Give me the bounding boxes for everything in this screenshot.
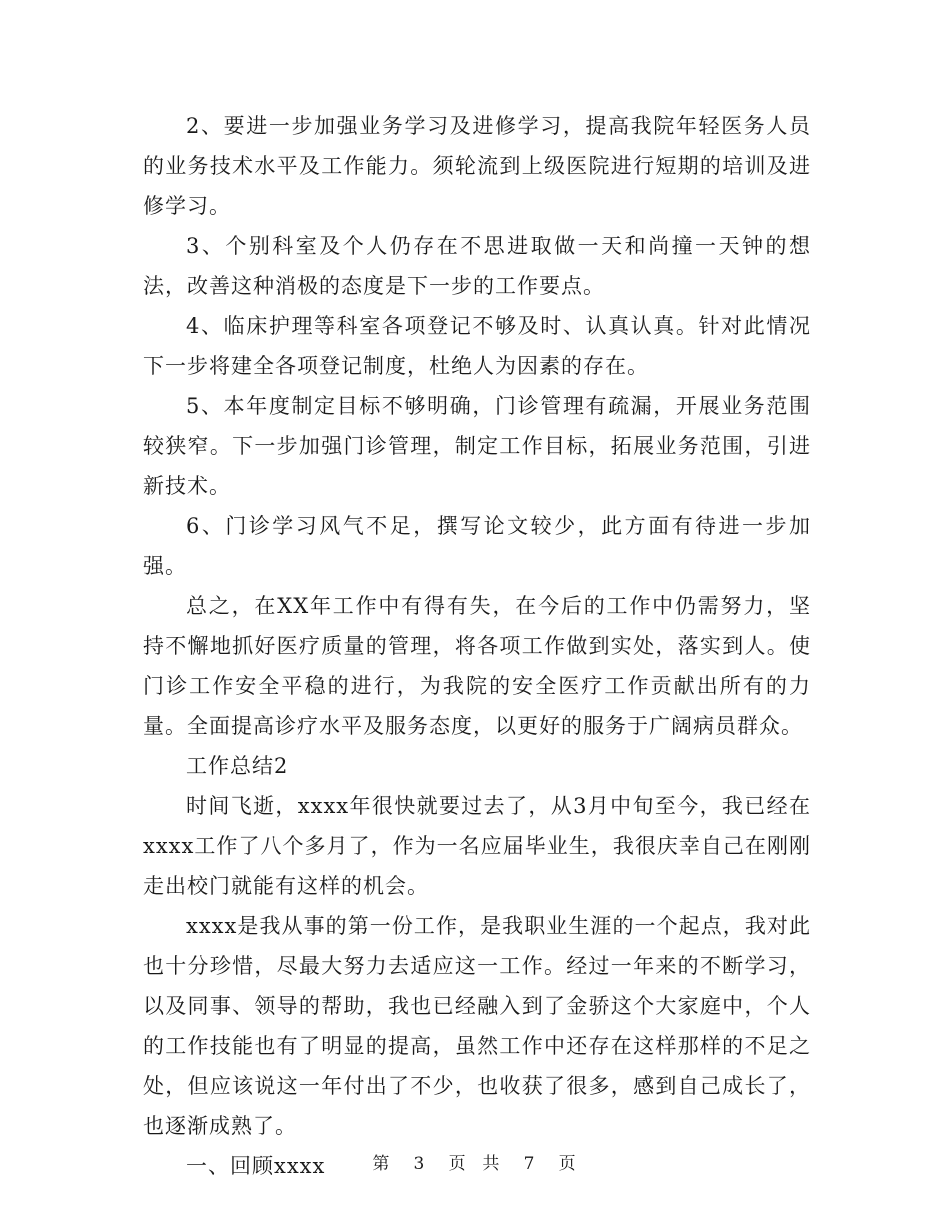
footer-suffix: 页 [558,1154,578,1174]
subsection-heading: 一、回顾xxxx [186,1154,326,1178]
footer-prefix: 第 [372,1154,392,1174]
paragraph-item-3: 3、个别科室及个人仍存在不思进取做一天和尚撞一天钟的想法，改善这种消极的态度是下一步的工作要点。 [143,234,811,298]
footer-total-pages: 7 [523,1154,537,1174]
section-heading: 工作总结2 [186,754,289,778]
paragraph-item-2: 2、要进一步加强业务学习及进修学习，提高我院年轻医务人员的业务技术水平及工作能力。须轮流到上级医院进行短期的培训及进修学习。 [143,114,811,218]
footer-current-page: 3 [413,1154,427,1174]
paragraph-item-5: 5、本年度制定目标不够明确，门诊管理有疏漏，开展业务范围较狭窄。下一步加强门诊管理，制定工作目标，拓展业务范围，引进新技术。 [143,394,811,498]
footer-middle: 页 共 [448,1154,502,1174]
paragraph-conclusion: 总之，在XX年工作中有得有失，在今后的工作中仍需努力，坚持不懈地抓好医疗质量的管理，将各项工作做到实处，落实到人。使门诊工作安全平稳的进行，为我院的安全医疗工作贡献出所有的力量。全面提高诊疗水平及服务态度，以更好的服务于广阔病员群众。 [143,594,811,738]
paragraph-item-4: 4、临床护理等科室各项登记不够及时、认真认真。针对此情况下一步将建全各项登记制度，杜绝人为因素的存在。 [143,314,811,378]
paragraph-intro: 时间飞逝，xxxx年很快就要过去了，从3月中旬至今，我已经在xxxx工作了八个多月了，作为一名应届毕业生，我很庆幸自己在刚刚走出校门就能有这样的机会。 [143,794,811,898]
paragraph-item-6: 6、门诊学习风气不足，撰写论文较少，此方面有待进一步加强。 [143,514,811,578]
document-body [143,106,811,1186]
paragraph-first-job: xxxx是我从事的第一份工作，是我职业生涯的一个起点，我对此也十分珍惜，尽最大努力去适应这一工作。经过一年来的不断学习，以及同事、领导的帮助，我也已经融入到了金骄这个大家庭中，个人的工作技能也有了明显的提高，虽然工作中还存在这样那样的不足之处，但应该说这一年付出了不少，也收获了很多，感到自己成长了，也逐渐成熟了。 [143,914,811,1138]
page-footer [0,1152,950,1176]
